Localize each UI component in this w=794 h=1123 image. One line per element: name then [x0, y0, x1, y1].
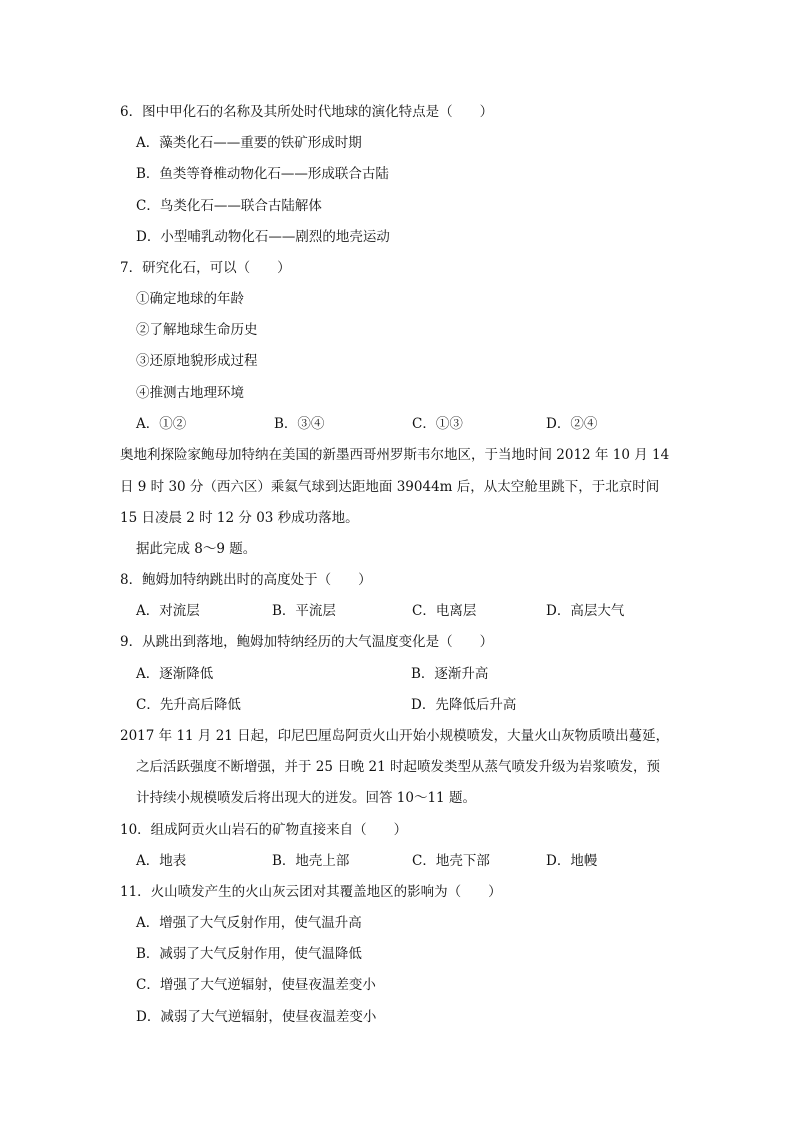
q9-option-d: D．先降低后升高	[411, 697, 517, 713]
q6-option-c: C．鸟类化石——联合古陆解体	[136, 198, 322, 214]
q7-item-3: ③还原地貌形成过程	[136, 353, 258, 369]
passage-1-line-2: 日 9 时 30 分（西六区）乘氦气球到达距地面 39044m 后，从太空舱里跳下，于北京时间	[120, 479, 660, 495]
q7-item-1: ①确定地球的年龄	[136, 291, 244, 307]
q9-option-c: C．先升高后降低	[136, 697, 241, 713]
q7-option-c: C．①③	[412, 416, 463, 432]
q9-option-a: A．逐渐降低	[136, 666, 214, 682]
passage-1-instruction: 据此完成 8～9 题。	[136, 541, 257, 557]
q7-option-b: B．③④	[274, 416, 325, 432]
q11-option-d: D．减弱了大气逆辐射，使昼夜温差变小	[136, 1009, 377, 1025]
q8-option-d: D．高层大气	[546, 603, 625, 619]
q10-option-a: A．地表	[136, 853, 187, 869]
q6-option-b: B．鱼类等脊椎动物化石——形成联合古陆	[136, 166, 389, 182]
q9-option-b: B．逐渐升高	[411, 666, 489, 682]
passage-1-line-1: 奥地利探险家鲍母加特纳在美国的新墨西哥州罗斯韦尔地区，于当地时间 2012 年 10 月 14	[120, 447, 670, 463]
passage-1-line-3: 15 日凌晨 2 时 12 分 03 秒成功落地。	[120, 510, 359, 526]
q7-option-d: D．②④	[546, 416, 598, 432]
passage-2-line-2: 之后活跃强度不断增强，并于 25 日晚 21 时起喷发类型从蒸气喷发升级为岩浆喷发，预	[136, 759, 661, 775]
q8-option-b: B．平流层	[272, 603, 336, 619]
q6-option-d: D．小型哺乳动物化石——剧烈的地壳运动	[136, 229, 390, 245]
question-7-stem: 7．研究化石，可以（ ）	[120, 260, 291, 276]
passage-2-line-1: 2017 年 11 月 21 日起，印尼巴厘岛阿贡火山开始小规模喷发，大量火山灰物质喷出蔓延，	[120, 728, 670, 744]
q7-item-4: ④推测古地理环境	[136, 385, 244, 401]
q7-item-2: ②了解地球生命历史	[136, 322, 258, 338]
q11-option-a: A．增强了大气反射作用，使气温升高	[136, 915, 362, 931]
question-9-stem: 9．从跳出到落地，鲍姆加特纳经历的大气温度变化是（ ）	[120, 634, 494, 650]
q8-option-a: A．对流层	[136, 603, 200, 619]
passage-2-line-3: 计持续小规模喷发后将出现大的迸发。回答 10～11 题。	[136, 790, 476, 806]
question-8-stem: 8．鲍姆加特纳跳出时的高度处于（ ）	[120, 572, 372, 588]
q10-option-b: B．地壳上部	[272, 853, 350, 869]
question-11-stem: 11．火山喷发产生的火山灰云团对其覆盖地区的影响为（ ）	[120, 884, 502, 900]
q8-option-c: C．电离层	[412, 603, 477, 619]
q6-option-a: A．藻类化石——重要的铁矿形成时期	[136, 135, 362, 151]
q11-option-c: C．增强了大气逆辐射，使昼夜温差变小	[136, 977, 376, 993]
q11-option-b: B．减弱了大气反射作用，使气温降低	[136, 946, 362, 962]
q10-option-d: D．地幔	[546, 853, 598, 869]
q7-option-a: A．①②	[136, 416, 187, 432]
question-6-stem: 6．图中甲化石的名称及其所处时代地球的演化特点是（ ）	[120, 104, 494, 120]
q10-option-c: C．地壳下部	[412, 853, 490, 869]
question-10-stem: 10．组成阿贡火山岩石的矿物直接来自（ ）	[120, 822, 408, 838]
